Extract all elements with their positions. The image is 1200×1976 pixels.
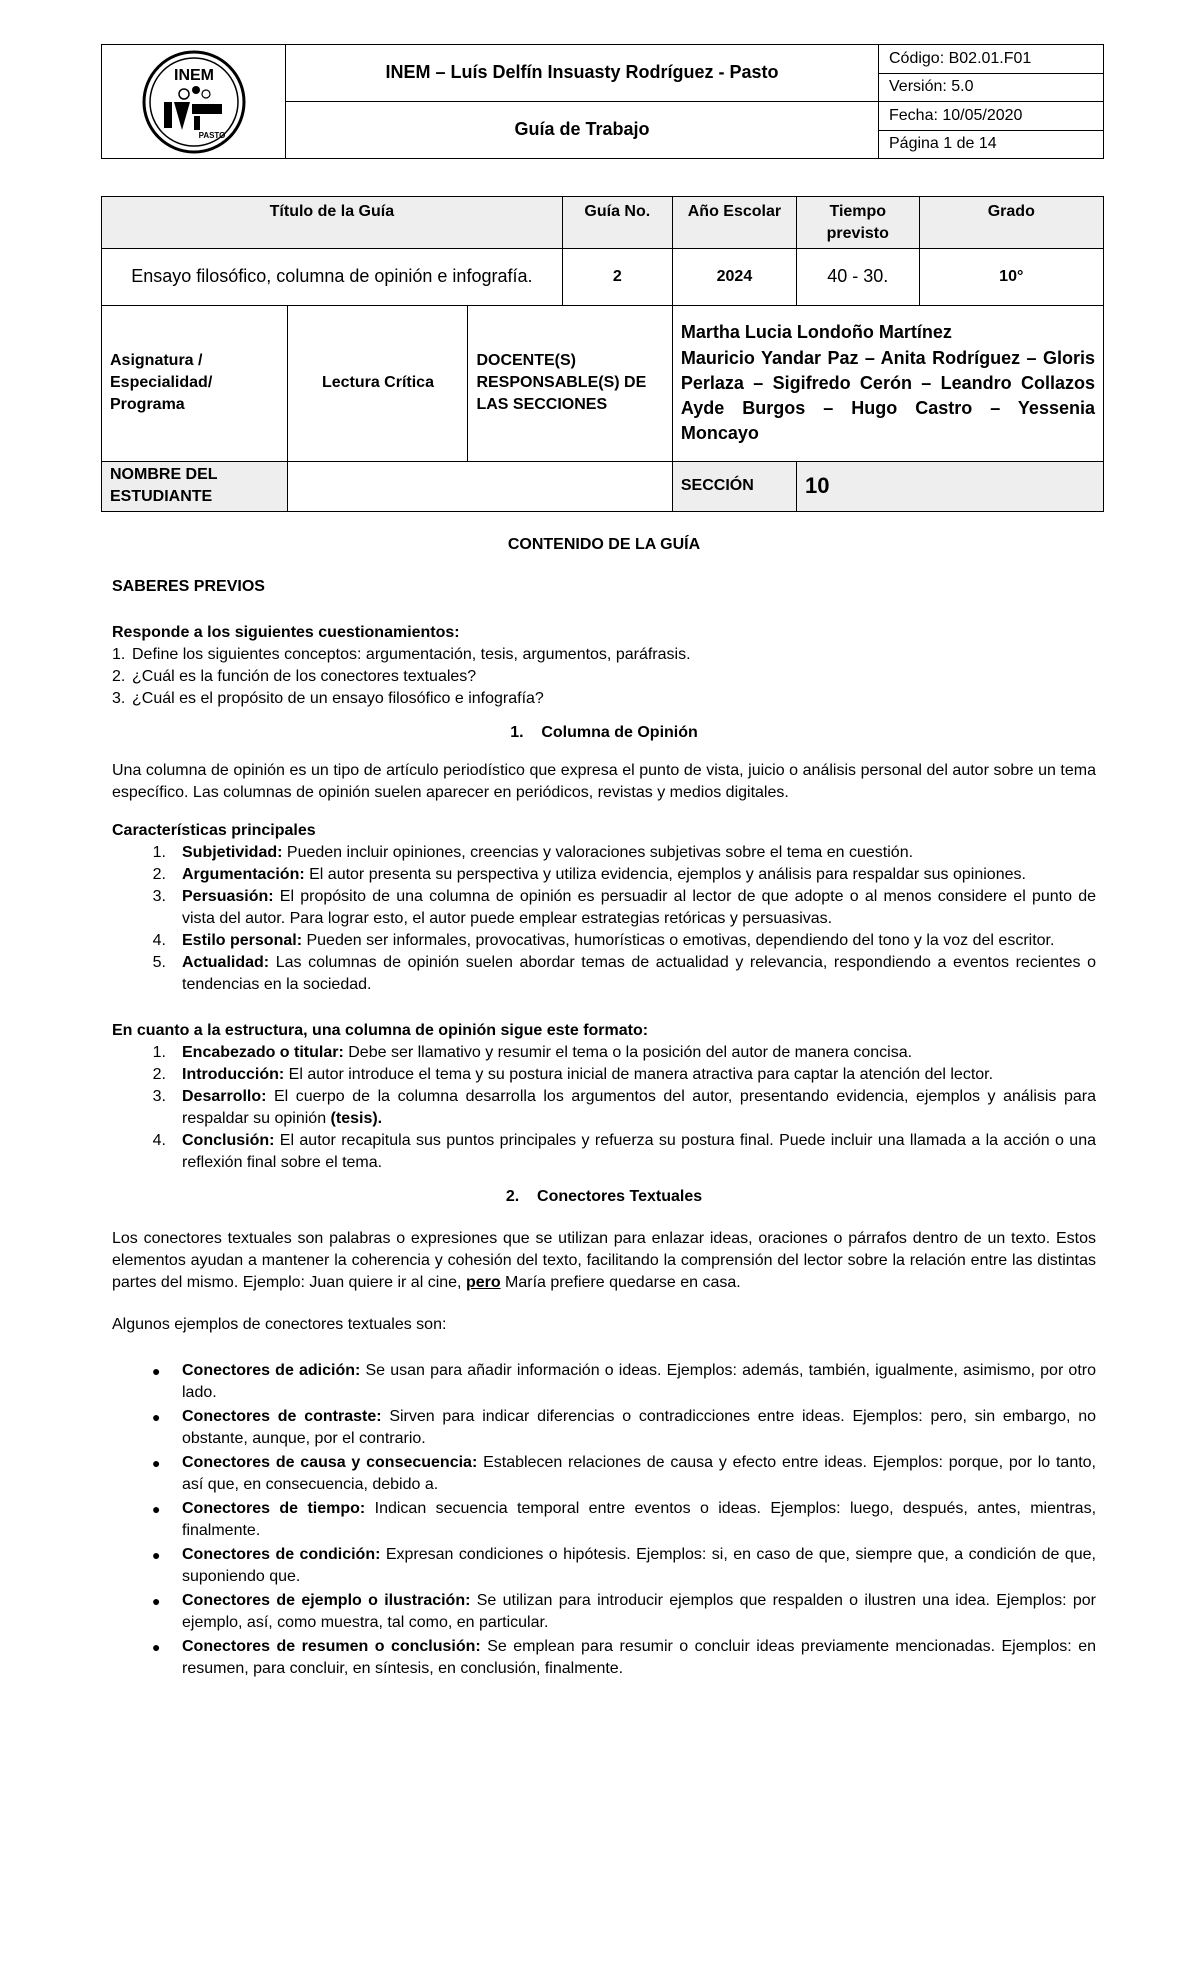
list-item: 1. Define los siguientes conceptos: argumentación, tesis, argumentos, paráfrasis. bbox=[112, 646, 691, 663]
bullet-icon: ● bbox=[152, 1593, 161, 1609]
col-header-guide-no: Guía No. bbox=[562, 197, 672, 249]
list-item: 4. Conclusión: El autor recapitula sus puntos principales y refuerza su postura final. Puede incluir una llamada a la acción o una reflexión final sobre el tema. bbox=[152, 1132, 1096, 1171]
questions-prompt: Responde a los siguientes cuestionamientos: bbox=[112, 624, 460, 641]
list-item: 2. Introducción: El autor introduce el tema y su postura inicial de manera atractiva para captar la atención del lector. bbox=[152, 1066, 994, 1083]
list-item: 1. Subjetividad: Pueden incluir opiniones, creencias y valoraciones subjetivas sobre el tema en cuestión. bbox=[152, 844, 914, 861]
list-item: ● Conectores de resumen o conclusión: Se emplean para resumir o concluir ideas previamente mencionadas. Ejemplos: en resumen, para concluir, en síntesis, en conclusión, finalmente. bbox=[112, 1636, 1096, 1680]
section-1-title: 1. Columna de Opinión bbox=[510, 724, 698, 741]
characteristics-title: Características principales bbox=[112, 822, 316, 839]
structure-title: En cuanto a la estructura, una columna de opinión sigue este formato: bbox=[112, 1022, 649, 1039]
list-item: ● Conectores de adición: Se usan para añadir información o ideas. Ejemplos: además, también, igualmente, asimismo, por otro lado. bbox=[112, 1360, 1096, 1404]
section-label: SECCIÓN bbox=[672, 461, 796, 511]
section-2-title: 2. Conectores Textuales bbox=[505, 1188, 703, 1205]
guide-content bbox=[112, 534, 1096, 1682]
col-header-title: Título de la Guía bbox=[102, 197, 563, 249]
document-version: Versión: 5.0 bbox=[879, 74, 1103, 103]
questions-list bbox=[112, 644, 1096, 710]
list-item: ● Conectores de ejemplo o ilustración: Se utilizan para introducir ejemplos que respalden o ilustren una idea. Ejemplos: por ejemplo, así, como muestra, tal como, en particular. bbox=[112, 1590, 1096, 1634]
list-item: ● Conectores de condición: Expresan condiciones o hipótesis. Ejemplos: si, en caso de que, siempre que, a condición de que, suponiendo que. bbox=[112, 1544, 1096, 1588]
section-2-intro: Los conectores textuales son palabras o expresiones que se utilizan para enlazar ideas, oraciones o párrafos dentro de un texto. Estos elementos ayudan a mantener la coherencia y cohesión del texto, facilitando la comprensión del lector sobre la relación entre las distintas partes del mismo. Ejemplo: Juan quiere ir al cine, pero María prefiere quedarse en casa. bbox=[112, 1230, 1096, 1291]
content-heading: CONTENIDO DE LA GUÍA bbox=[507, 536, 701, 553]
logo-subtext: PASTO bbox=[198, 130, 225, 140]
bullet-icon: ● bbox=[152, 1639, 161, 1655]
guide-number: 2 bbox=[562, 248, 672, 305]
example-connector-word: pero bbox=[465, 1274, 501, 1291]
document-date: Fecha: 10/05/2020 bbox=[879, 102, 1103, 131]
document-code: Código: B02.01.F01 bbox=[879, 45, 1103, 74]
list-item: 2. Argumentación: El autor presenta su perspectiva y utiliza evidencia, ejemplos y análisis para respaldar sus opiniones. bbox=[152, 866, 1026, 883]
school-year: 2024 bbox=[672, 248, 796, 305]
document-header bbox=[101, 44, 1104, 159]
list-item: ● Conectores de contraste: Sirven para indicar diferencias o contradicciones entre ideas. Ejemplos: pero, sin embargo, no obstante, aunque, por el contrario. bbox=[112, 1406, 1096, 1450]
structure-list bbox=[112, 1042, 1096, 1174]
teachers-list bbox=[672, 305, 1103, 461]
connectors-list bbox=[112, 1360, 1096, 1680]
planned-time: 40 - 30. bbox=[796, 248, 919, 305]
section-value: 10 bbox=[796, 461, 1103, 511]
list-item: 3. Desarrollo: El cuerpo de la columna desarrolla los argumentos del autor, presentando evidencia, ejemplos y análisis para respaldar su opinión (tesis). bbox=[152, 1088, 1096, 1127]
col-header-time: Tiempo previsto bbox=[796, 197, 919, 249]
list-item: 3. ¿Cuál es el propósito de un ensayo filosófico e infografía? bbox=[112, 690, 544, 707]
col-header-year: Año Escolar bbox=[672, 197, 796, 249]
prior-knowledge-title: SABERES PREVIOS bbox=[112, 578, 265, 595]
logo-text: INEM bbox=[173, 66, 214, 84]
section-1-intro: Una columna de opinión es un tipo de artículo periodístico que expresa el punto de vista, juicio o análisis personal del autor sobre un tema específico. Las columnas de opinión suelen aparecer en periódicos, revistas y medios digitales. bbox=[112, 762, 1096, 801]
list-item: ● Conectores de causa y consecuencia: Establecen relaciones de causa y efecto entre ideas. Ejemplos: porque, por lo tanto, así que, en consecuencia, debido a. bbox=[112, 1452, 1096, 1496]
institution-logo bbox=[102, 45, 286, 158]
examples-intro: Algunos ejemplos de conectores textuales son: bbox=[112, 1316, 447, 1333]
guide-title: Ensayo filosófico, columna de opinión e infografía. bbox=[102, 248, 563, 305]
list-item: 5. Actualidad: Las columnas de opinión suelen abordar temas de actualidad y relevancia, respondiendo a eventos recientes o tendencias en la sociedad. bbox=[152, 954, 1096, 993]
bullet-icon: ● bbox=[152, 1455, 161, 1471]
bullet-icon: ● bbox=[152, 1547, 161, 1563]
institution-name: INEM – Luís Delfín Insuasty Rodríguez - Pasto bbox=[286, 45, 878, 102]
student-name-label: NOMBRE DEL ESTUDIANTE bbox=[102, 461, 288, 511]
grade-value: 10° bbox=[919, 248, 1103, 305]
bullet-icon: ● bbox=[152, 1409, 161, 1425]
page-number: Página 1 de 14 bbox=[889, 135, 997, 153]
teachers-others: Mauricio Yandar Paz – Anita Rodríguez – Gloris Perlaza – Sigifredo Cerón – Leandro Collazos Ayde Burgos – Hugo Castro – Yessenia Moncayo bbox=[680, 347, 1095, 444]
document-type: Guía de Trabajo bbox=[514, 119, 650, 140]
inem-logo-icon bbox=[134, 50, 254, 154]
bullet-icon: ● bbox=[152, 1501, 161, 1517]
teacher-lead: Martha Lucia Londoño Martínez bbox=[680, 322, 952, 343]
student-name-field[interactable] bbox=[288, 461, 672, 511]
subject-label: Asignatura / Especialidad/ Programa bbox=[102, 305, 288, 461]
bullet-icon: ● bbox=[152, 1363, 161, 1379]
list-item: 4. Estilo personal: Pueden ser informales, provocativas, humorísticas o emotivas, dependiendo del tono y la voz del escritor. bbox=[152, 932, 1055, 949]
list-item: 3. Persuasión: El propósito de una columna de opinión es persuadir al lector de que adopte o al menos considere el punto de vista del autor. Para lograr esto, el autor puede emplear estrategias retóricas y persuasivas. bbox=[152, 888, 1096, 927]
list-item: 1. Encabezado o titular: Debe ser llamativo y resumir el tema o la posición del autor de manera concisa. bbox=[152, 1044, 913, 1061]
characteristics-list bbox=[112, 842, 1096, 996]
guide-info-table bbox=[101, 196, 1104, 512]
list-item: ● Conectores de tiempo: Indican secuencia temporal entre eventos o ideas. Ejemplos: luego, después, antes, mientras, finalmente. bbox=[112, 1498, 1096, 1542]
col-header-grade: Grado bbox=[919, 197, 1103, 249]
list-item: 2. ¿Cuál es la función de los conectores textuales? bbox=[112, 668, 477, 685]
subject-value: Lectura Crítica bbox=[288, 305, 468, 461]
teachers-label: DOCENTE(S) RESPONSABLE(S) DE LAS SECCIONES bbox=[468, 305, 672, 461]
